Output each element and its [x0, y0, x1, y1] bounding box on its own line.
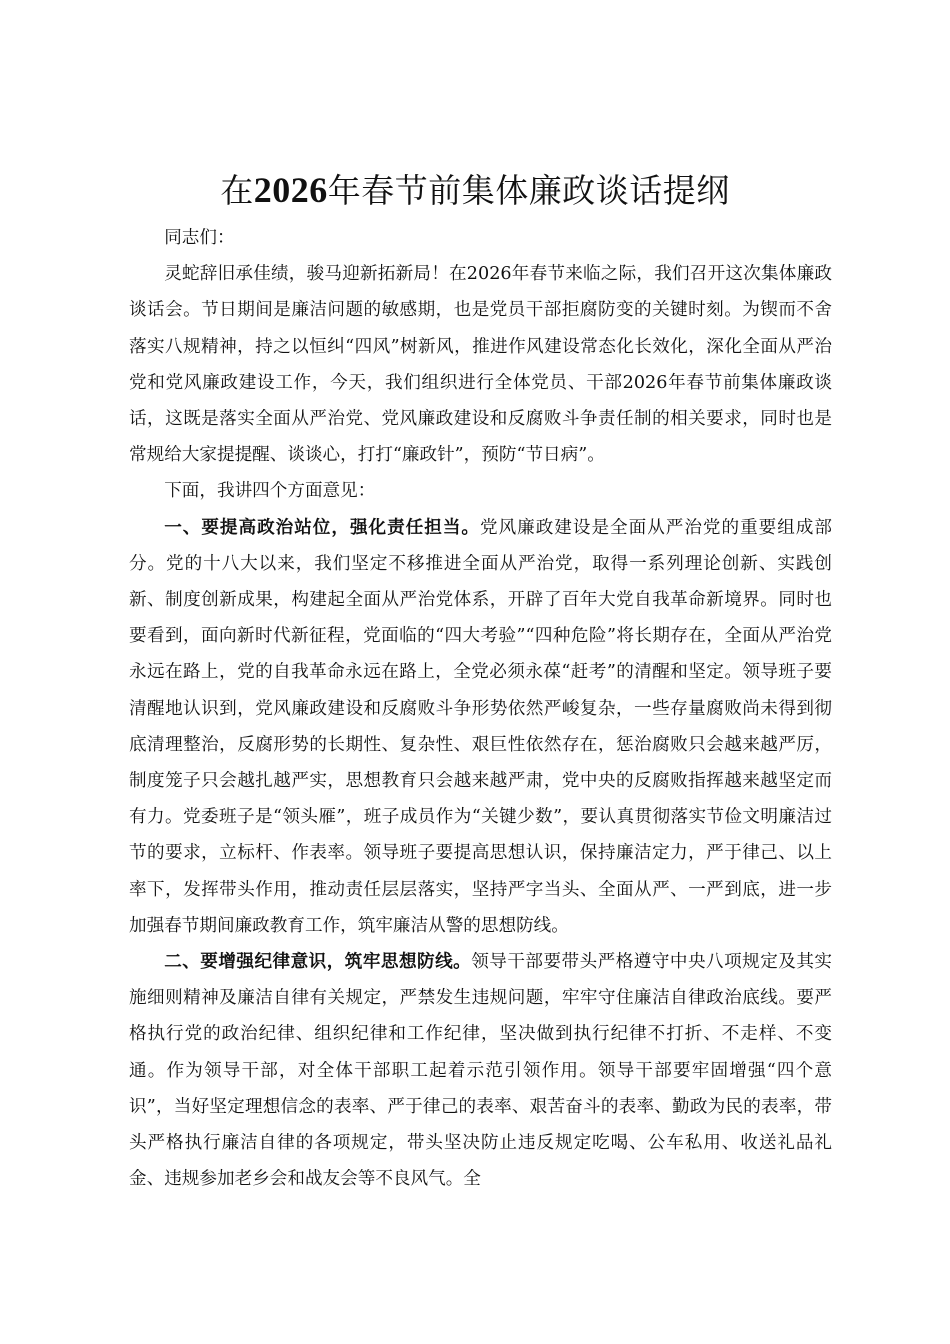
section-text: 党风廉政建设是全面从严治党的重要组成部分。党的十八大以来，我们坚定不移推进全面从严治党，取得一系列理论创新、实践创新、制度创新成果，构建起全面从严治党体系，开辟了百年大党自我革命新境界。同时也要看到，面向新时代新征程，党面临的“四大考验”“四种危险”将长期存在，全面从严治党永远在路上，党的自我革命永远在路上，全党必须永葆“赶考”的清醒和坚定。领导班子要清醒地认识到，党风廉政建设和反腐败斗争形势依然严峻复杂，一些存量腐败尚未得到彻底清理整治，反腐形势的长期性、复杂性、艰巨性依然存在，惩治腐败只会越来越严厉，制度笼子只会越扎越严实，思想教育只会越来越严肃，党中央的反腐败指挥越来越坚定而有力。党委班子是“领头雁”，班子成员作为“关键少数”，要认真贯彻落实节俭文明廉洁过节的要求，立标杆、作表率。领导班子要提高思想认识，保持廉洁定力，严于律己、以上率下，发挥带头作用，推动责任层层落实，坚持严字当头、全面从严、一严到底，进一步加强春节期间廉政教育工作，筑牢廉洁从警的思想防线。 — [129, 517, 832, 936]
section-heading: 二、要增强纪律意识，筑牢思想防线。 — [164, 951, 472, 973]
title-suffix: 年春节前集体廉政谈话提纲 — [327, 171, 730, 210]
intro-paragraph: 灵蛇辞旧承佳绩，骏马迎新拓新局！在2026年春节来临之际，我们召开这次集体廉政谈话会。节日期间是廉洁问题的敏感期，也是党员干部拒腐防变的关键时刻。为锲而不舍落实八规精神，持之以恒纠“四风”树新风，推进作风建设常态化长效化，深化全面从严治党和党风廉政建设工作，今天，我们组织进行全体党员、干部2026年春节前集体廉政谈话，这既是落实全面从严治党、党风廉政建设和反腐败斗争责任制的相关要求，同时也是常规给大家提提醒、谈谈心，打打“廉政针”，预防“节日病”。 — [129, 264, 832, 466]
document-title — [0, 166, 950, 215]
title-prefix: 在 — [220, 171, 254, 210]
salutation: 同志们： — [164, 228, 235, 248]
title-year: 2026 — [253, 170, 328, 210]
transition-paragraph: 下面，我讲四个方面意见： — [164, 481, 376, 502]
section-heading: 一、要提高政治站位，强化责任担当。 — [164, 516, 480, 538]
document-body — [129, 220, 832, 1197]
section-text: 领导干部要带头严格遵守中央八项规定及其实施细则精神及廉洁自律有关规定，严禁发生违规问题，牢牢守住廉洁自律政治底线。要严格执行党的政治纪律、组织纪律和工作纪律，坚决做到执行纪律不打折、不走样、不变通。作为领导干部，对全体干部职工起着示范引领作用。领导干部要牢固增强“四个意识”，当好坚定理想信念的表率、严于律己的表率、艰苦奋斗的表率、勤政为民的表率，带头严格执行廉洁自律的各项规定，带头坚决防止违反规定吃喝、公车私用、收送礼品礼金、违规参加老乡会和战友会等不良风气。全 — [129, 952, 832, 1190]
section-paragraph — [129, 944, 832, 1197]
section-paragraph — [129, 510, 832, 944]
